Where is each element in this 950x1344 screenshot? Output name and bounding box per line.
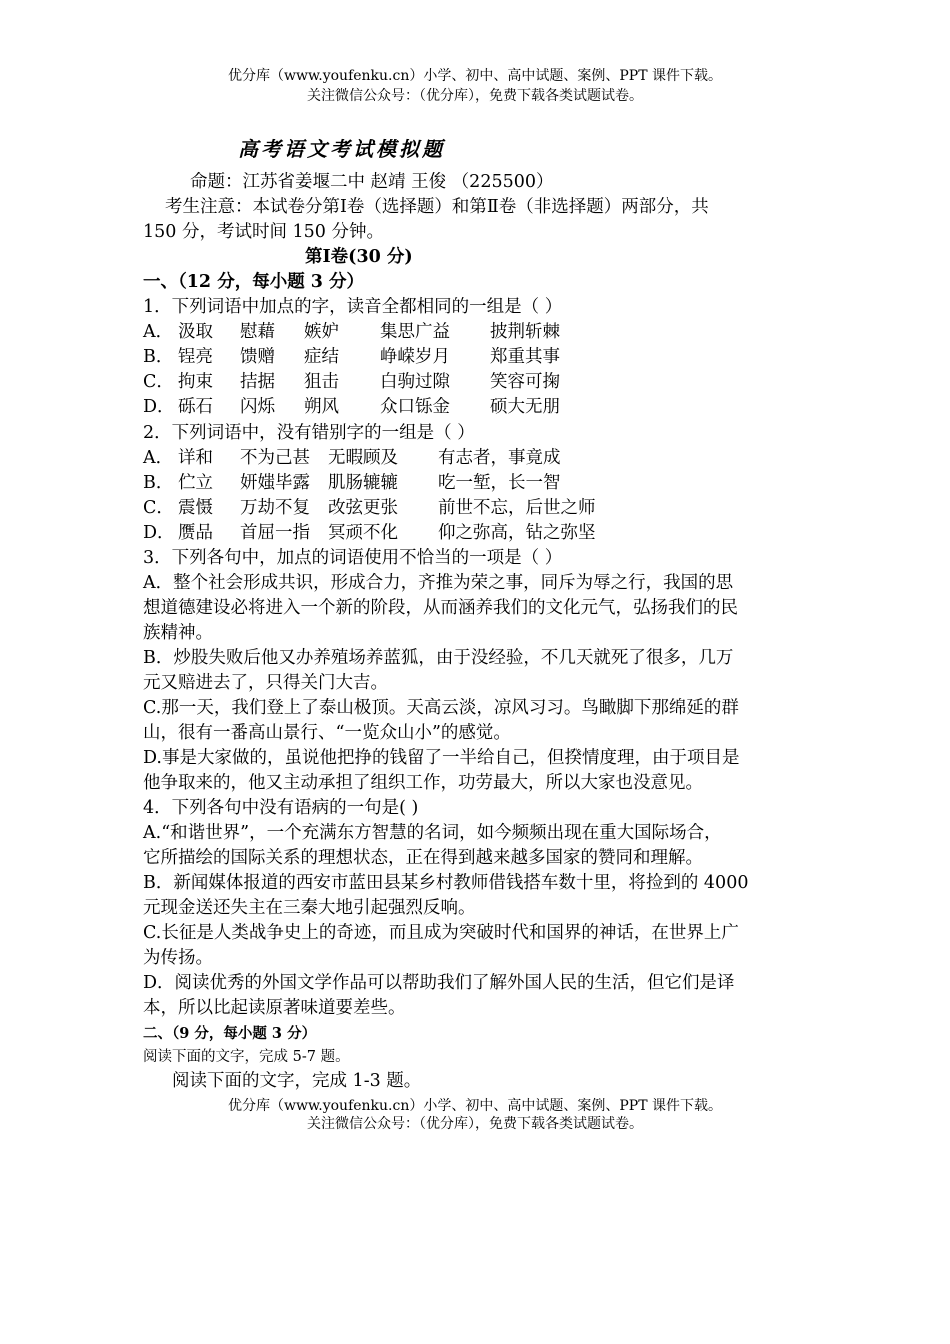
option-item: 馈赠 — [240, 347, 275, 367]
option-item: 详和 — [178, 448, 213, 468]
option-item: 无暇顾及 — [328, 448, 398, 468]
q1-option-a — [143, 320, 560, 344]
q4-d-line-1: D．阅读优秀的外国文学作品可以帮助我们了解外国人民的生活，但它们是译 — [143, 973, 735, 993]
q3-b-line-2: 元又赔进去了，只得关门大吉。 — [143, 673, 388, 693]
header-line-1: 优分库（www.youfenku.cn）小学、初中、高中试题、案例、PPT 课件下载。 — [227, 68, 722, 84]
option-label: B． — [143, 347, 174, 367]
option-item: 首屈一指 — [240, 523, 310, 543]
option-item: 有志者，事竟成 — [438, 448, 561, 468]
option-item: 赝品 — [178, 523, 213, 543]
option-label: A． — [143, 448, 174, 468]
q4-a-line-1: A.“和谐世界”，一个充满东方智慧的名词，如今频频出现在重大国际场合， — [143, 823, 722, 843]
option-item: 冥顽不化 — [328, 523, 398, 543]
option-item: 众口铄金 — [380, 397, 450, 417]
q1-option-b — [143, 345, 560, 369]
q2-option-a — [143, 446, 561, 470]
exam-title: 高考语文考试模拟题 — [238, 137, 445, 161]
part1-title: 第Ⅰ卷(30 分) — [305, 247, 413, 267]
q2-option-b — [143, 471, 561, 495]
option-item: 伫立 — [178, 473, 213, 493]
option-item: 仰之弥高，钻之弥坚 — [438, 523, 596, 543]
q3-a-line-2: 想道德建设必将进入一个新的阶段，从而涵养我们的文化元气，弘扬我们的民 — [143, 598, 738, 618]
option-label: B． — [143, 473, 174, 493]
option-item: 集思广益 — [380, 322, 450, 342]
option-item: 改弦更张 — [328, 498, 398, 518]
option-item: 嫉妒 — [304, 322, 339, 342]
option-item: 万劫不复 — [240, 498, 310, 518]
option-item: 妍媸毕露 — [240, 473, 310, 493]
q4-a-line-2: 它所描绘的国际关系的理想状态，正在得到越来越多国家的赞同和理解。 — [143, 848, 703, 868]
q4-b-line-2: 元现金送还失主在三秦大地引起强烈反响。 — [143, 898, 476, 918]
option-item: 慰藉 — [240, 322, 275, 342]
q4-stem: 4．下列各句中没有语病的一句是( ) — [143, 798, 419, 818]
option-item: 硕大无朋 — [490, 397, 560, 417]
option-item: 肌肠辘辘 — [328, 473, 398, 493]
option-label: A． — [143, 322, 174, 342]
q3-a-line-3: 族精神。 — [143, 623, 213, 643]
option-label: C． — [143, 498, 174, 518]
section1-heading: 一、（12 分，每小题 3 分） — [143, 272, 365, 292]
notice-line-1: 考生注意：本试卷分第Ⅰ卷（选择题）和第Ⅱ卷（非选择题）两部分，共 — [165, 197, 709, 217]
option-item: 拘束 — [178, 372, 213, 392]
option-item: 锃亮 — [178, 347, 213, 367]
q2-stem: 2．下列词语中，没有错别字的一组是（ ） — [143, 423, 475, 443]
header-line-2: 关注微信公众号：（优分库），免费下载各类试题试卷。 — [307, 88, 643, 104]
option-item: 拮据 — [240, 372, 275, 392]
q3-d-line-1: D.事是大家做的，虽说他把挣的钱留了一半给自己，但揆情度理，由于项目是 — [143, 748, 740, 768]
q3-c-line-1: C.那一天，我们登上了泰山极顶。天高云淡，凉风习习。鸟瞰脚下那绵延的群 — [143, 698, 739, 718]
section2-instruction-2: 阅读下面的文字，完成 1-3 题。 — [172, 1071, 422, 1091]
q2-option-d — [143, 521, 596, 545]
q3-stem: 3．下列各句中，加点的词语使用不恰当的一项是（ ） — [143, 548, 563, 568]
q1-option-c — [143, 370, 560, 394]
option-item: 不为己甚 — [240, 448, 310, 468]
section2-instruction-1: 阅读下面的文字，完成 5-7 题。 — [143, 1049, 350, 1065]
option-item: 白驹过隙 — [380, 372, 450, 392]
q4-d-line-2: 本，所以比起读原著味道要差些。 — [143, 998, 406, 1018]
q3-c-line-2: 山，很有一番高山景行、“一览众山小”的感觉。 — [143, 723, 511, 743]
option-item: 披荆斩棘 — [490, 322, 560, 342]
option-item: 笑容可掬 — [490, 372, 560, 392]
q4-b-line-1: B．新闻媒体报道的西安市蓝田县某乡村教师借钱搭车数十里，将捡到的 4000 — [143, 873, 749, 893]
section2-heading: 二、（9 分，每小题 3 分） — [143, 1025, 317, 1042]
option-item: 朔风 — [304, 397, 339, 417]
q2-option-c — [143, 496, 596, 520]
option-item: 狙击 — [304, 372, 339, 392]
q3-d-line-2: 他争取来的，他又主动承担了组织工作，功劳最大，所以大家也没意见。 — [143, 773, 703, 793]
q1-stem: 1．下列词语中加点的字，读音全都相同的一组是（ ） — [143, 297, 563, 317]
option-label: D． — [143, 397, 175, 417]
option-item: 汲取 — [178, 322, 213, 342]
q3-a-line-1: A．整个社会形成共识，形成合力，齐推为荣之事，同斥为辱之行，我国的思 — [143, 573, 734, 593]
option-label: D． — [143, 523, 175, 543]
q1-option-d — [143, 395, 560, 419]
option-item: 峥嵘岁月 — [380, 347, 450, 367]
q4-c-line-2: 为传扬。 — [143, 948, 213, 968]
option-item: 前世不忘，后世之师 — [438, 498, 596, 518]
option-item: 震慑 — [178, 498, 213, 518]
author-line: 命题：江苏省姜堰二中 赵靖 王俊 （225500） — [190, 172, 554, 192]
option-item: 郑重其事 — [490, 347, 560, 367]
option-item: 症结 — [304, 347, 339, 367]
option-label: C． — [143, 372, 174, 392]
option-item: 闪烁 — [240, 397, 275, 417]
footer-line-1: 优分库（www.youfenku.cn）小学、初中、高中试题、案例、PPT 课件下载。 — [227, 1098, 722, 1114]
notice-line-2: 150 分，考试时间 150 分钟。 — [143, 222, 384, 242]
option-item: 砾石 — [178, 397, 213, 417]
option-item: 吃一堑，长一智 — [438, 473, 561, 493]
q3-b-line-1: B．炒股失败后他又办养殖场养蓝狐，由于没经验，不几天就死了很多，几万 — [143, 648, 734, 668]
footer-line-2: 关注微信公众号：（优分库），免费下载各类试题试卷。 — [307, 1116, 643, 1132]
q4-c-line-1: C.长征是人类战争史上的奇迹，而且成为突破时代和国界的神话，在世界上广 — [143, 923, 739, 943]
